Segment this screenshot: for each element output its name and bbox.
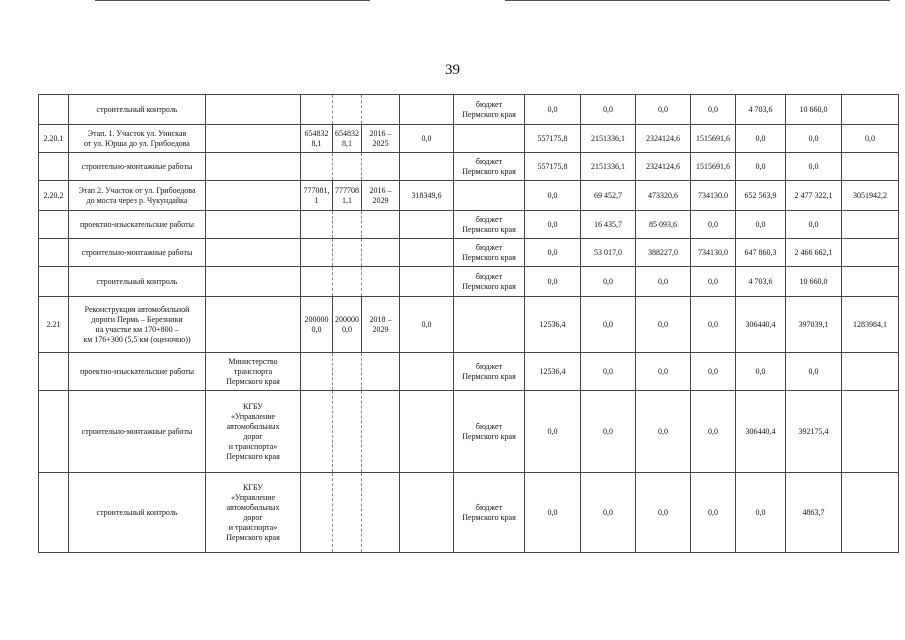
- cell-funding-source: бюджет Пермского края: [454, 239, 525, 267]
- table-row: [39, 211, 899, 239]
- cell-value-4: 0,0: [691, 95, 736, 125]
- cell-capacity-2: [333, 239, 362, 267]
- cell-value-1: 0,0: [525, 473, 581, 553]
- cell-capacity-2: [333, 391, 362, 473]
- cell-capacity-2: [333, 95, 362, 125]
- table-row: [39, 181, 899, 211]
- cell-estimated-cost: [400, 267, 454, 297]
- cell-estimated-cost: [400, 95, 454, 125]
- cell-value-2: 0,0: [581, 353, 636, 391]
- cell-item-name: строительно-монтажные работы: [69, 153, 206, 181]
- cell-value-7: [842, 211, 899, 239]
- cell-value-2: 69 452,7: [581, 181, 636, 211]
- cell-value-6: 2 477 322,1: [786, 181, 842, 211]
- cell-period: [362, 473, 400, 553]
- cell-executor: [206, 181, 301, 211]
- cell-value-5: 4 703,6: [736, 95, 786, 125]
- cell-value-2: 2151336,1: [581, 125, 636, 153]
- cell-estimated-cost: 0,0: [400, 125, 454, 153]
- table-row: [39, 267, 899, 297]
- cell-value-4: 0,0: [691, 297, 736, 353]
- cell-capacity-1: 777081, 1: [301, 181, 333, 211]
- cell-value-6: 392175,4: [786, 391, 842, 473]
- cell-value-7: 3051942,2: [842, 181, 899, 211]
- cell-capacity-1: 200000 0,0: [301, 297, 333, 353]
- cell-row-number: 2.21: [39, 297, 69, 353]
- table-body: [39, 95, 899, 553]
- cell-value-7: [842, 473, 899, 553]
- cell-capacity-2: [333, 211, 362, 239]
- table-row: [39, 153, 899, 181]
- cell-row-number: [39, 211, 69, 239]
- cell-period: [362, 267, 400, 297]
- cell-value-1: 0,0: [525, 181, 581, 211]
- cell-capacity-1: [301, 391, 333, 473]
- cell-item-name: Этап. 1. Участок ул. Уинская от ул. Юрша до ул. Грибоедова: [69, 125, 206, 153]
- cell-row-number: [39, 95, 69, 125]
- cell-estimated-cost: [400, 353, 454, 391]
- cell-executor: [206, 153, 301, 181]
- cell-period: 2018 – 2029: [362, 297, 400, 353]
- cell-row-number: [39, 153, 69, 181]
- cell-value-1: 0,0: [525, 239, 581, 267]
- cell-value-6: 10 660,0: [786, 95, 842, 125]
- cell-value-5: 652 563,9: [736, 181, 786, 211]
- top-edge-line-right: [505, 0, 890, 1]
- cell-item-name: строительный контроль: [69, 95, 206, 125]
- cell-funding-source: бюджет Пермского края: [454, 353, 525, 391]
- cell-value-6: 2 466 662,1: [786, 239, 842, 267]
- cell-row-number: [39, 473, 69, 553]
- cell-value-3: 0,0: [636, 391, 691, 473]
- cell-capacity-1: [301, 95, 333, 125]
- cell-capacity-1: [301, 267, 333, 297]
- cell-value-4: 0,0: [691, 353, 736, 391]
- cell-value-1: 0,0: [525, 267, 581, 297]
- cell-value-6: 0,0: [786, 353, 842, 391]
- cell-row-number: 2.20.2: [39, 181, 69, 211]
- table-row: [39, 239, 899, 267]
- cell-capacity-1: [301, 211, 333, 239]
- cell-capacity-2: 654832 8,1: [333, 125, 362, 153]
- cell-value-6: 397039,1: [786, 297, 842, 353]
- cell-value-3: 0,0: [636, 297, 691, 353]
- cell-value-4: 734130,0: [691, 239, 736, 267]
- cell-value-1: 557175,8: [525, 153, 581, 181]
- cell-value-1: 557175,8: [525, 125, 581, 153]
- cell-value-1: 0,0: [525, 211, 581, 239]
- cell-value-4: 0,0: [691, 267, 736, 297]
- cell-funding-source: [454, 125, 525, 153]
- cell-value-6: 0,0: [786, 211, 842, 239]
- cell-capacity-1: [301, 473, 333, 553]
- cell-value-2: 0,0: [581, 473, 636, 553]
- cell-value-6: 10 660,0: [786, 267, 842, 297]
- cell-value-5: 306440,4: [736, 391, 786, 473]
- cell-executor: [206, 267, 301, 297]
- cell-value-7: [842, 153, 899, 181]
- cell-estimated-cost: [400, 473, 454, 553]
- cell-value-2: 2151336,1: [581, 153, 636, 181]
- cell-value-5: 4 703,6: [736, 267, 786, 297]
- cell-value-6: 0,0: [786, 153, 842, 181]
- cell-item-name: проектно-изыскательские работы: [69, 353, 206, 391]
- cell-executor: [206, 297, 301, 353]
- cell-estimated-cost: [400, 391, 454, 473]
- cell-funding-source: бюджет Пермского края: [454, 267, 525, 297]
- cell-capacity-1: [301, 153, 333, 181]
- cell-value-3: 388227,0: [636, 239, 691, 267]
- cell-estimated-cost: [400, 239, 454, 267]
- cell-value-5: 0,0: [736, 211, 786, 239]
- cell-value-4: 734130,0: [691, 181, 736, 211]
- table-row: [39, 353, 899, 391]
- cell-funding-source: бюджет Пермского края: [454, 391, 525, 473]
- cell-value-5: 0,0: [736, 353, 786, 391]
- cell-executor: КГБУ «Управление автомобильных дорог и транспорта» Пермского края: [206, 391, 301, 473]
- cell-value-5: 647 860,3: [736, 239, 786, 267]
- cell-value-7: [842, 239, 899, 267]
- cell-funding-source: [454, 297, 525, 353]
- page-number: 39: [445, 62, 460, 78]
- cell-value-7: [842, 353, 899, 391]
- cell-value-1: 12536,4: [525, 353, 581, 391]
- cell-capacity-1: 654832 8,1: [301, 125, 333, 153]
- cell-value-4: 0,0: [691, 391, 736, 473]
- cell-value-1: 12536,4: [525, 297, 581, 353]
- cell-value-2: 0,0: [581, 297, 636, 353]
- table-row: [39, 125, 899, 153]
- cell-capacity-2: [333, 267, 362, 297]
- cell-funding-source: бюджет Пермского края: [454, 153, 525, 181]
- table-row: [39, 297, 899, 353]
- cell-item-name: проектно-изыскательские работы: [69, 211, 206, 239]
- cell-capacity-2: 777708 1,1: [333, 181, 362, 211]
- cell-executor: [206, 211, 301, 239]
- cell-funding-source: бюджет Пермского края: [454, 211, 525, 239]
- cell-value-2: 16 435,7: [581, 211, 636, 239]
- cell-estimated-cost: 0,0: [400, 297, 454, 353]
- cell-value-7: [842, 391, 899, 473]
- cell-value-3: 85 093,6: [636, 211, 691, 239]
- cell-period: [362, 353, 400, 391]
- cell-executor: [206, 239, 301, 267]
- cell-estimated-cost: 318349,6: [400, 181, 454, 211]
- cell-funding-source: [454, 181, 525, 211]
- cell-value-2: 0,0: [581, 267, 636, 297]
- cell-value-7: [842, 267, 899, 297]
- cell-value-3: 0,0: [636, 267, 691, 297]
- cell-value-4: 0,0: [691, 211, 736, 239]
- cell-capacity-2: [333, 153, 362, 181]
- cell-row-number: [39, 267, 69, 297]
- cell-period: 2016 – 2025: [362, 125, 400, 153]
- cell-period: [362, 153, 400, 181]
- cell-row-number: [39, 391, 69, 473]
- cell-value-7: [842, 95, 899, 125]
- cell-funding-source: бюджет Пермского края: [454, 95, 525, 125]
- cell-estimated-cost: [400, 153, 454, 181]
- cell-value-5: 0,0: [736, 125, 786, 153]
- cell-executor: КГБУ «Управление автомобильных дорог и транспорта» Пермского края: [206, 473, 301, 553]
- cell-value-7: 0,0: [842, 125, 899, 153]
- cell-value-2: 53 017,0: [581, 239, 636, 267]
- cell-value-7: 1283984,1: [842, 297, 899, 353]
- cell-item-name: Этап 2. Участок от ул. Грибоедова до моста через р. Чукундайка: [69, 181, 206, 211]
- cell-row-number: [39, 353, 69, 391]
- cell-period: [362, 95, 400, 125]
- cell-period: [362, 211, 400, 239]
- cell-capacity-1: [301, 353, 333, 391]
- cell-value-3: 473320,6: [636, 181, 691, 211]
- cell-value-5: 306440,4: [736, 297, 786, 353]
- cell-estimated-cost: [400, 211, 454, 239]
- cell-item-name: строительно-монтажные работы: [69, 391, 206, 473]
- cell-value-3: 0,0: [636, 473, 691, 553]
- cell-row-number: [39, 239, 69, 267]
- cell-row-number: 2.20.1: [39, 125, 69, 153]
- cell-executor: [206, 125, 301, 153]
- top-edge-line-left: [95, 0, 370, 1]
- program-table: [38, 94, 899, 553]
- cell-item-name: строительно-монтажные работы: [69, 239, 206, 267]
- cell-period: [362, 239, 400, 267]
- cell-value-4: 0,0: [691, 473, 736, 553]
- cell-item-name: строительный контроль: [69, 267, 206, 297]
- cell-value-3: 2324124,6: [636, 153, 691, 181]
- cell-funding-source: бюджет Пермского края: [454, 473, 525, 553]
- table-row: [39, 391, 899, 473]
- cell-executor: [206, 95, 301, 125]
- cell-item-name: Реконструкция автомобильной дороги Пермь – Березники на участке км 170+800 – км 176+300 (5,5 км (оценочно)): [69, 297, 206, 353]
- table-row: [39, 473, 899, 553]
- cell-capacity-2: [333, 473, 362, 553]
- cell-value-5: 0,0: [736, 473, 786, 553]
- cell-value-4: 1515691,6: [691, 153, 736, 181]
- cell-value-1: 0,0: [525, 391, 581, 473]
- cell-capacity-2: 200000 0,0: [333, 297, 362, 353]
- table-row: [39, 95, 899, 125]
- cell-value-4: 1515691,6: [691, 125, 736, 153]
- cell-period: [362, 391, 400, 473]
- cell-value-3: 2324124,6: [636, 125, 691, 153]
- cell-capacity-1: [301, 239, 333, 267]
- cell-value-1: 0,0: [525, 95, 581, 125]
- cell-value-6: 0,0: [786, 125, 842, 153]
- cell-value-5: 0,0: [736, 153, 786, 181]
- cell-value-3: 0,0: [636, 95, 691, 125]
- cell-item-name: строительный контроль: [69, 473, 206, 553]
- cell-value-2: 0,0: [581, 95, 636, 125]
- cell-period: 2016 – 2029: [362, 181, 400, 211]
- cell-executor: Министерство транспорта Пермского края: [206, 353, 301, 391]
- cell-capacity-2: [333, 353, 362, 391]
- cell-value-6: 4863,7: [786, 473, 842, 553]
- cell-value-2: 0,0: [581, 391, 636, 473]
- cell-value-3: 0,0: [636, 353, 691, 391]
